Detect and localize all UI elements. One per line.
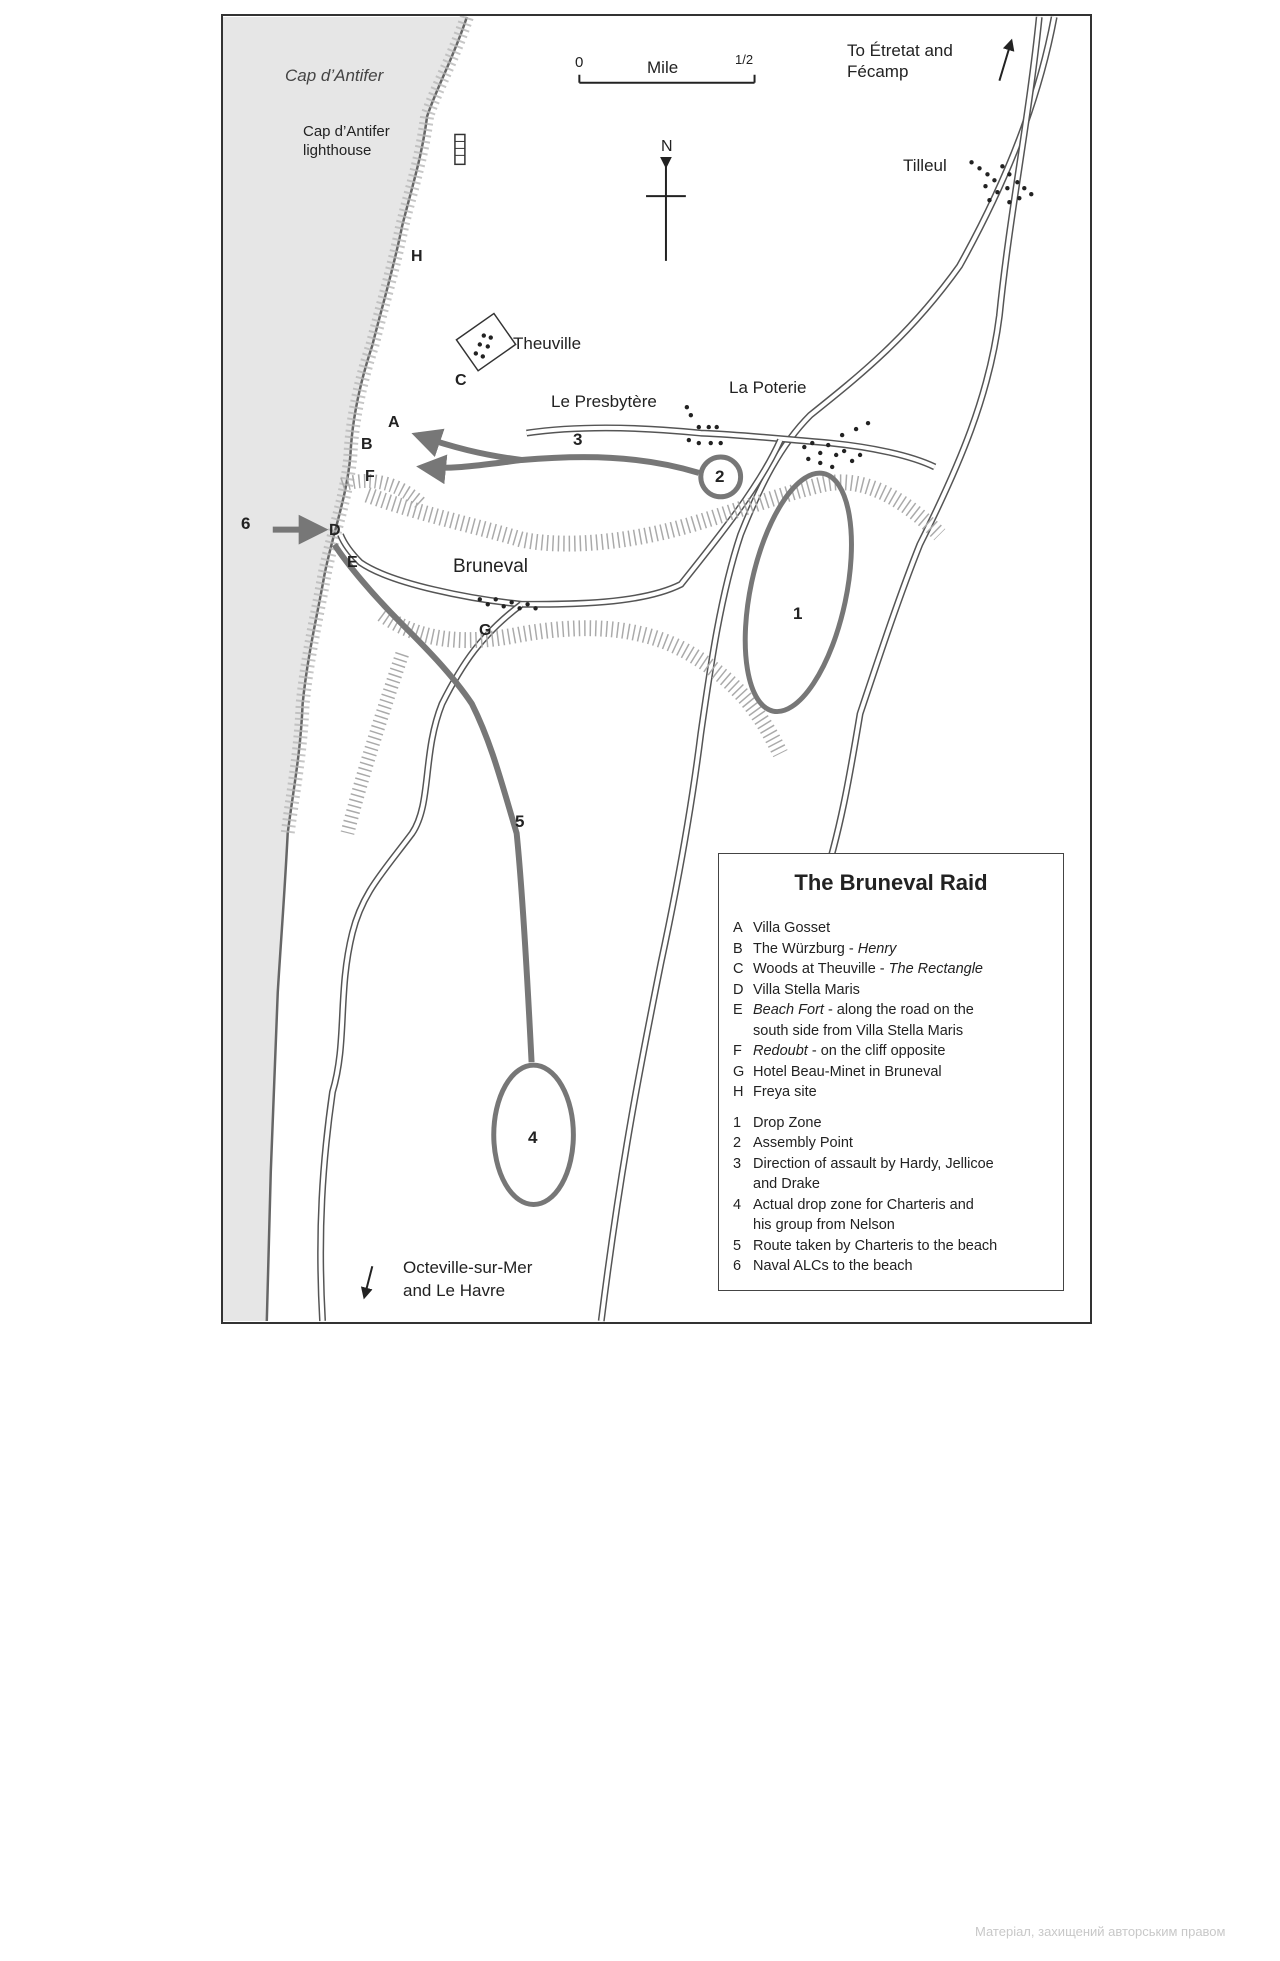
marker-b: B <box>361 436 373 453</box>
marker-f: F <box>365 468 375 485</box>
sea-area <box>223 17 467 1321</box>
lighthouse-icon <box>455 134 465 164</box>
octeville-arrow <box>364 1266 372 1297</box>
lighthouse-label-line-2: lighthouse <box>303 142 372 159</box>
legend-text <box>753 1154 994 1195</box>
legend-text-plain: - along the road on the <box>823 1002 974 1018</box>
etretat-arrow <box>999 41 1011 81</box>
marker-a: A <box>388 414 400 431</box>
route-3 <box>422 457 699 473</box>
legend-key: B <box>733 940 743 957</box>
legend-text: Villa Stella Maris <box>753 981 860 998</box>
legend-item-6 <box>733 1256 1049 1277</box>
legend-key: G <box>733 1063 745 1080</box>
presbytere-label: Le Presbytère <box>551 392 657 411</box>
legend-text: Assembly Point <box>753 1135 853 1151</box>
legend-text-italic: The Rectangle <box>888 961 983 977</box>
legend-key: 3 <box>733 1155 742 1172</box>
poterie-label: La Poterie <box>729 378 807 397</box>
legend-key: A <box>733 920 743 936</box>
legend-item-b <box>733 939 1049 960</box>
legend-item-1 <box>733 1113 1049 1134</box>
theuville-woods <box>456 313 515 370</box>
route-number-5: 5 <box>515 812 525 831</box>
legend-item-3 <box>733 1154 1049 1195</box>
etretat-label <box>847 40 953 82</box>
legend-text-italic: Redoubt <box>753 1043 808 1059</box>
legend-text-plain: The Würzburg - <box>753 940 858 957</box>
etretat-label-line-2: Fécamp <box>847 62 909 81</box>
route-number-2: 2 <box>715 467 725 486</box>
valley-hachures-north <box>367 482 939 543</box>
marker-g: G <box>479 622 492 639</box>
theuville-label: Theuville <box>513 334 582 353</box>
legend-key: C <box>733 961 744 977</box>
route-number-3: 3 <box>573 430 583 449</box>
legend-text <box>753 1000 974 1041</box>
legend-box <box>718 853 1064 1291</box>
legend-key: D <box>733 981 744 998</box>
road-octeville <box>321 604 525 1321</box>
legend-gap <box>733 1103 1049 1113</box>
legend-text-cont: his group from Nelson <box>753 1217 895 1233</box>
presbytere-dots <box>685 405 723 445</box>
octeville-label-line-2: and Le Havre <box>403 1281 506 1300</box>
legend-text-italic: Beach Fort <box>753 1002 824 1018</box>
legend-title: The Bruneval Raid <box>794 870 988 895</box>
legend-text: Drop Zone <box>753 1114 822 1131</box>
octeville-label <box>403 1256 532 1302</box>
route-number-1: 1 <box>793 604 803 623</box>
octeville-label-line-1: Octeville-sur-Mer <box>403 1258 533 1277</box>
legend-text-plain: Direction of assault by Hardy, Jellicoe <box>753 1155 994 1172</box>
legend-text: Naval ALCs to the beach <box>753 1258 913 1274</box>
route-number-6: 6 <box>241 514 251 533</box>
scale-start-label: 0 <box>575 54 584 71</box>
etretat-label-line-1: To Étretat and <box>847 41 953 60</box>
route-3-branch <box>417 435 522 460</box>
legend-text-plain: Woods at Theuville - <box>753 961 889 977</box>
valley-hachures-inner <box>342 481 422 505</box>
legend-text <box>753 959 983 980</box>
marker-d: D <box>329 522 341 539</box>
legend-text-plain: Actual drop zone for Charteris and <box>753 1196 974 1213</box>
cap-antifer-label: Cap d’Antifer <box>285 66 384 85</box>
copyright-watermark: Матеріал, захищений авторським правом <box>975 1924 1226 1939</box>
legend-text-cont: and Drake <box>753 1176 820 1192</box>
legend-key: 2 <box>733 1135 742 1151</box>
scale-unit-label: Mile <box>647 58 679 77</box>
legend-key: F <box>733 1043 742 1059</box>
north-label: N <box>661 138 673 155</box>
legend-text: Freya site <box>753 1084 817 1100</box>
legend-item-5 <box>733 1236 1049 1257</box>
legend-text <box>753 1195 974 1236</box>
legend-item-4 <box>733 1195 1049 1236</box>
legend-item-2 <box>733 1133 1049 1154</box>
legend-key: 4 <box>733 1196 742 1213</box>
marker-c: C <box>455 372 467 389</box>
scale-end-label: 1/2 <box>735 52 754 67</box>
valley-hachures-south <box>382 614 780 753</box>
north-arrow <box>646 166 686 261</box>
legend-key: 5 <box>733 1237 742 1254</box>
legend-text: Route taken by Charteris to the beach <box>753 1237 998 1254</box>
route-number-4: 4 <box>528 1128 538 1147</box>
marker-e: E <box>347 554 358 571</box>
legend-text <box>753 1041 945 1062</box>
legend-item-e <box>733 1000 1049 1041</box>
lighthouse-label <box>303 122 390 160</box>
legend-key: H <box>733 1084 744 1100</box>
legend-item-a <box>733 918 1049 939</box>
bruneval-label: Bruneval <box>453 556 528 577</box>
legend-text <box>753 939 896 960</box>
legend-text-plain: - on the cliff opposite <box>807 1043 946 1059</box>
legend-item-c <box>733 959 1049 980</box>
legend-item-f <box>733 1041 1049 1062</box>
legend-text-italic: Henry <box>857 940 897 957</box>
legend-text: Villa Gosset <box>753 920 831 936</box>
tilleul-label: Tilleul <box>903 156 947 175</box>
legend-item-d <box>733 980 1049 1001</box>
lighthouse-label-line-1: Cap d’Antifer <box>303 123 390 140</box>
valley-hachures-west <box>347 654 402 833</box>
marker-h: H <box>411 248 423 265</box>
legend-item-g <box>733 1062 1049 1083</box>
legend-key: 6 <box>733 1258 742 1274</box>
legend-key: E <box>733 1002 743 1018</box>
legend-text: Hotel Beau-Minet in Bruneval <box>753 1063 942 1080</box>
legend-key: 1 <box>733 1114 742 1131</box>
legend-item-h <box>733 1082 1049 1103</box>
legend-text-cont: south side from Villa Stella Maris <box>753 1022 964 1039</box>
